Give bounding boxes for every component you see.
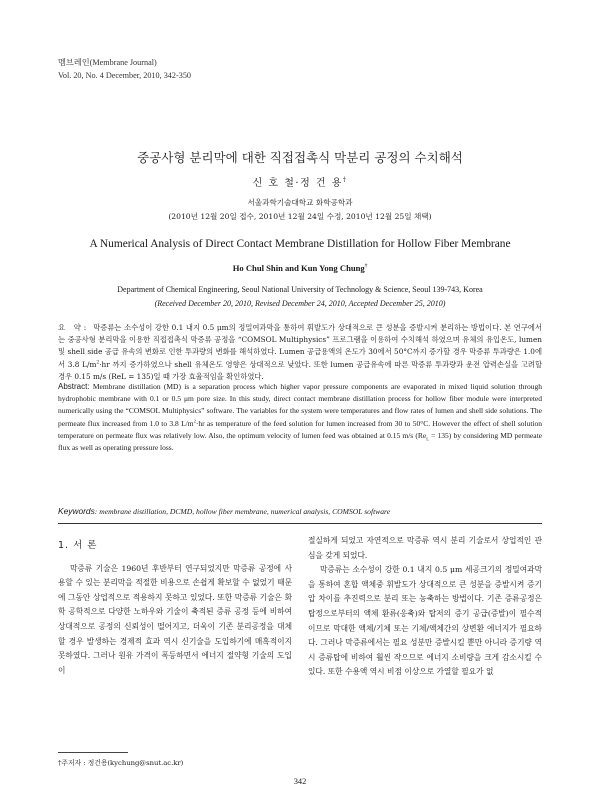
authors-korean-names: 신 호 철·정 건 용 [252,178,343,189]
corresponding-mark-en: † [364,263,368,270]
dates-korean: (2010년 12월 20일 접수, 2010년 12월 24일 수정, 2010년 12월 25일 채택) [168,212,432,221]
abstract-english-text-a: Membrane distillation (MD) is a separation process which higher vapor pressure components are evaporated in mixed liquid solution through hydrophobic membrane with 0.1 or 0.5 μm pore size. In this study, direct contact membrane distillation process for hollow fiber module were interpreted numerically using the “COMSOL Multiphysics” software. The variables for the system were temperatures and flow rates of lumen and shell side solutions. The permeate flux increased from 1.0 to 3.8 L/m [58,382,542,428]
keywords [58,506,542,516]
received-dates-english: (Received December 20, 2010, Revised December 24, 2010, Accepted December 25, 2010) [154,299,446,308]
intro-paragraph-2: 막증류는 소수성이 강한 0.1 내지 0.5 μm 세공크기의 정밀여과막을 통하여 혼합 액체중 휘발도가 상대적으로 큰 성분을 증발시켜 증기압 차이를 추진력으로 분리 또는 농축하는 방법이다. 기존 증류공정은 탑정으로부터의 액체 환류(응축)와 탑저의 증기 공급(증발)이 필수적이므로 막대한 액체/기체 또는 기체/액체간의 상변환 에너지가 필요하다. 그러나 막증류에서는 필요 성분만 증발시킬 뿐만 아니라 증기량 역시 증류탑에 비하여 훨씬 작으므로 에너지 소비량을 크게 감소시킬 수 있다. 또한 수용액 역시 비점 이상으로 가열할 필요가 없 [308,565,542,677]
page-number: 342 [293,777,307,786]
abstract-english-label: Abstract: [58,382,90,391]
affiliation-english-text: Department of Chemical Engineering, Seoul National University of Technology & Science, Seoul 139-743, Korea [117,285,483,294]
intro-paragraph-1: 막증류 기술은 1960년 후반부터 연구되었지만 막증류 공정에 사용할 수 있는 분리막을 적절한 비용으로 손쉽게 확보할 수 없었기 때문에 그동안 상업적으로 적용하지 못하고 있었다. 또한 막증류 기술은 화학 공학적으로 다양한 노하우와 기술이 축적된 증류 공정 등에 비하여 상대적으로 공정의 신뢰성이 떨어지고, 더욱이 기존 분리공정을 대체할 경우 발생하는 경제적 효과 역시 신기술을 도입하기에 매혹적이지 못하였다. 그러나 원유 가격이 폭등하면서 에너지 절약형 기술의 도입이 [58,563,292,675]
affiliation-korean [0,196,600,224]
abstract-korean-label: 요 약: [58,323,90,332]
section-divider [58,523,542,524]
journal-name: 멤브레인(Membrane Journal) [58,58,157,67]
abstract-english [58,381,542,454]
abstract-english-sub: L [426,436,429,442]
title-english: A Numerical Analysis of Direct Contact Membrane Distillation for Hollow Fiber Membrane [89,238,511,250]
authors-english-names: Ho Chul Shin and Kun Yong Chung [232,263,365,273]
title-korean: 중공사형 분리막에 대한 직접접촉식 막분리 공정의 수치해석 [137,150,463,165]
affiliation-english [58,283,542,311]
abstract-korean-text-a: 막증류는 소수성이 강한 0.1 내지 0.5 μm의 정밀여과막을 통하여 휘발도가 상대적으로 큰 성분을 증발시켜 분리하는 방법이다. 본 연구에서는 중공사형 분리막을 이용한 직접접촉식 막증류 공정을 “COMSOL Multiphysics” 프로그램을 이용하여 수치해석 하였으며 유체의 유입온도, lumen 및 shell side 공급 유속의 변화로 인한 투과량의 변화를 해석하였다. Lumen 공급용액의 온도가 30에서 50°C까지 증가할 경우 막증류 투과량은 1.0에서 3.8 L/m [58,323,542,369]
footnote-corresponding-author: †주저자 : 정건용(kychung@snut.ac.kr) [58,759,184,767]
abstract-korean-text-b: ·hr 까지 증가하였으나 shell 유체온도 영향은 상대적으로 낮았다. 또한 lumen 공급유속에 따른 막증류 투과량과 운전 압력손실을 고려할 경우 0.15 m/s (ReL = 135)일 때 가장 효율적임을 확인하였다. [58,359,542,381]
corresponding-mark-ko: † [342,176,348,184]
abstract-korean-sup: 2 [96,360,100,366]
column-right [308,534,542,680]
footnote-rule [58,752,128,753]
abstract-english-text-b: ·hr as temperature of the feed solution for lumen increased from 30 to 50°C. However the effect of shell solution temperature on permeate flux was relatively low. Also, the optimum velocity of lumen feed was obtained at 0.15 m/s (Re [58,418,542,440]
journal-header [58,56,191,82]
abstract-english-text-c: = 135) by considering MD permeate flux as well as operating pressure loss. [58,430,542,453]
keywords-text: : membrane distillation, DCMD, hollow fiber membrane, numerical analysis, COMSOL software [94,507,391,516]
abstract-english-sup: 2 [193,418,196,424]
authors-korean [0,174,600,189]
journal-issue: Vol. 20, No. 4 December, 2010, 342-350 [58,71,192,80]
affiliation-korean-text: 서울과학기술대학교 화학공학과 [247,198,353,207]
section-heading-introduction: 1. 서 론 [58,540,98,551]
intro-paragraph-1-cont: 절실하게 되었고 자연적으로 막증류 역시 분리 기술로서 상업적인 관심을 갖게 되었다. [308,536,542,560]
abstract-korean [58,322,542,383]
column-left [58,534,292,678]
keywords-label: Keywords [58,506,95,516]
authors-english [0,263,600,273]
